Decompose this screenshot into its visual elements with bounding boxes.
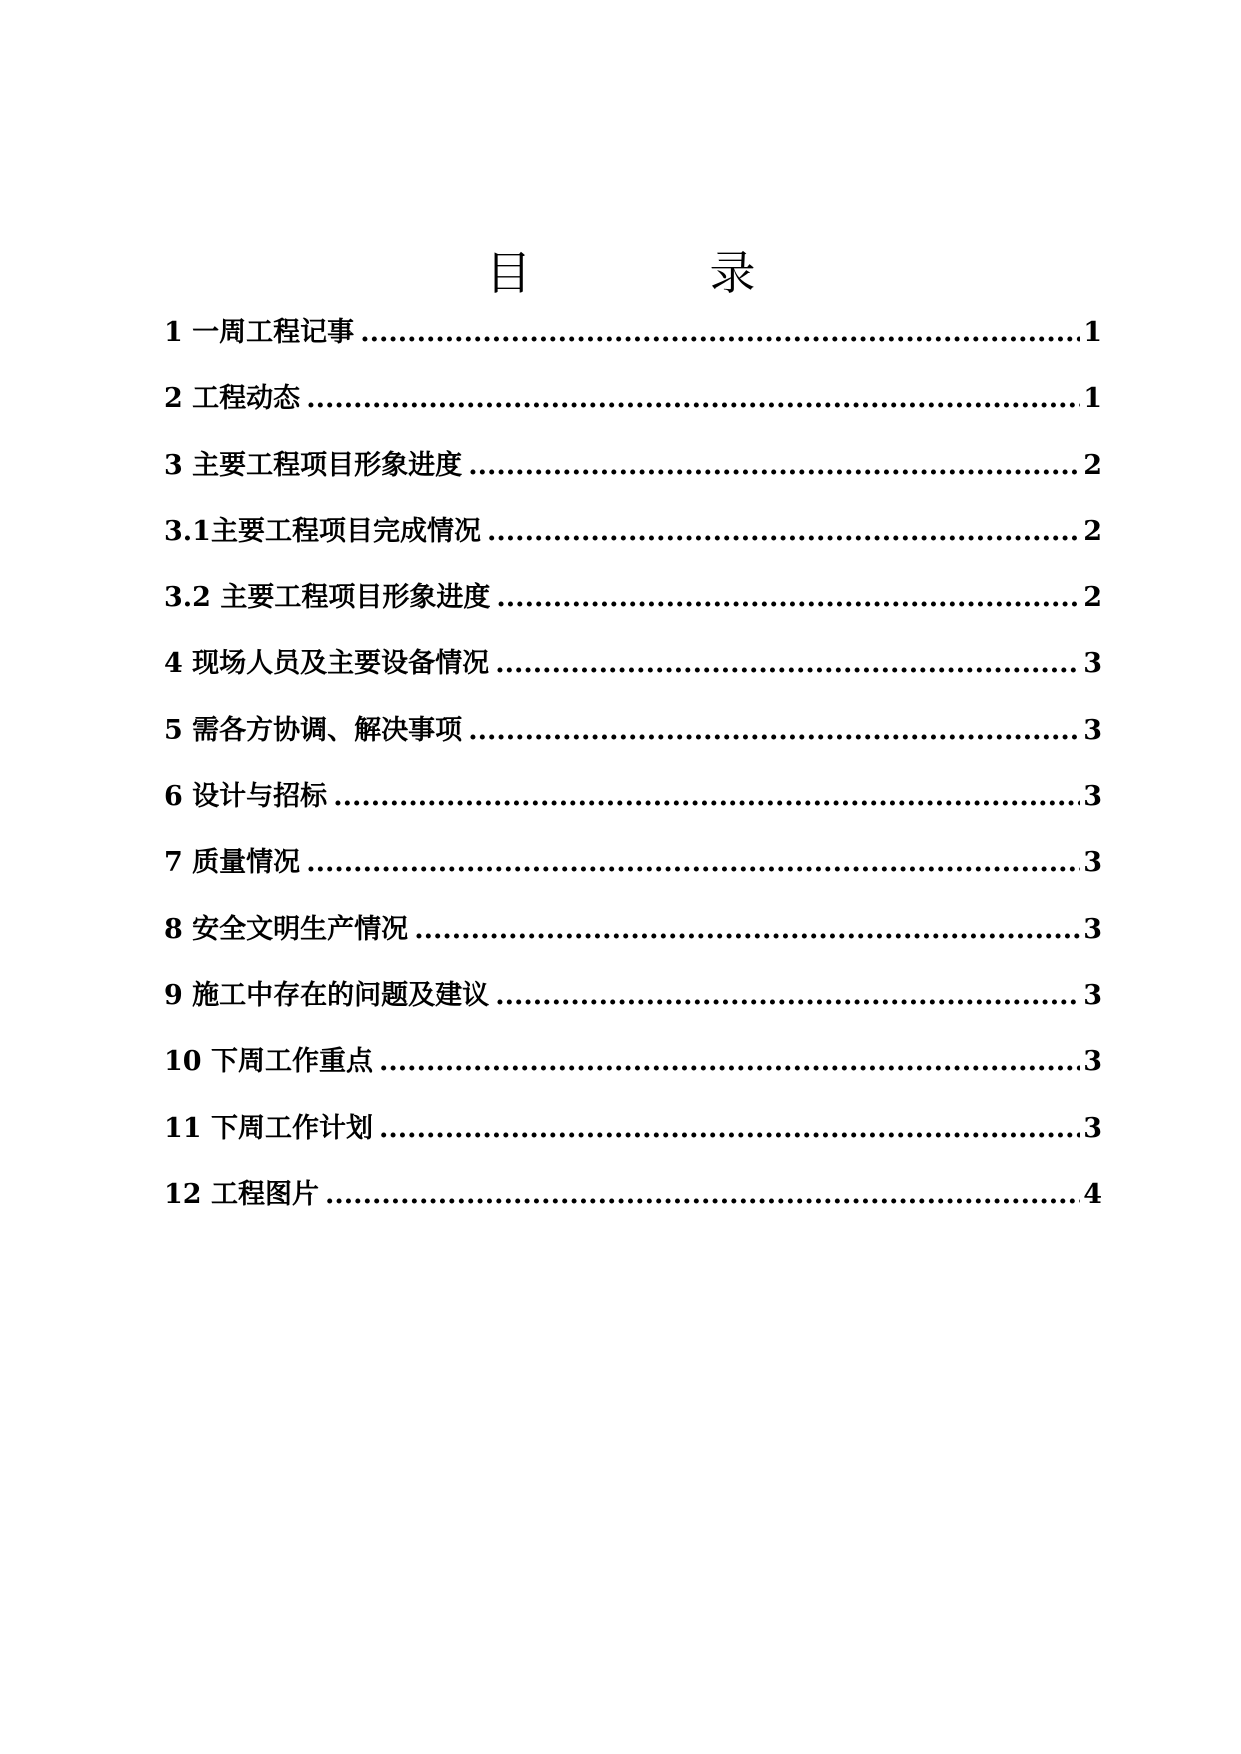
dot-leader [306, 847, 1080, 878]
toc-entry[interactable] [164, 509, 1102, 575]
toc-entry-label: 12 工程图片 [164, 1178, 319, 1210]
toc-entry[interactable] [164, 973, 1102, 1039]
toc-entry-label: 10 下周工作重点 [164, 1046, 373, 1078]
toc-entry-page: 3 [1083, 1112, 1102, 1144]
toc-entry[interactable] [164, 907, 1102, 973]
dot-leader [468, 450, 1080, 481]
toc-entry-page: 3 [1083, 979, 1102, 1011]
toc-entry-page: 3 [1083, 714, 1102, 746]
toc-entry-page: 4 [1083, 1178, 1102, 1210]
toc-entry-label: 4 现场人员及主要设备情况 [164, 648, 490, 680]
dot-leader [333, 781, 1080, 812]
toc-entry-page: 1 [1083, 383, 1102, 415]
toc-entry-label: 5 需各方协调、解决事项 [164, 714, 463, 746]
dot-leader [379, 1113, 1080, 1144]
toc-entry[interactable] [164, 443, 1102, 509]
toc-entry-label: 7 质量情况 [164, 847, 301, 879]
toc-entry-page: 2 [1083, 582, 1102, 614]
toc-entry-label: 2 工程动态 [164, 383, 301, 415]
toc-entry-label: 11 下周工作计划 [164, 1112, 373, 1144]
toc-entry-page: 3 [1083, 1046, 1102, 1078]
dot-leader [468, 715, 1080, 746]
toc-entry[interactable] [164, 310, 1102, 376]
dot-leader [360, 317, 1080, 348]
toc-entry-label: 3.1主要工程项目完成情况 [164, 515, 481, 547]
toc-entry[interactable] [164, 1106, 1102, 1172]
toc-entry-page: 3 [1083, 847, 1102, 879]
toc-entry-label: 8 安全文明生产情况 [164, 913, 409, 945]
toc-entry-page: 3 [1083, 913, 1102, 945]
toc-entry[interactable] [164, 1039, 1102, 1105]
dot-leader [487, 516, 1080, 547]
dot-leader [496, 582, 1080, 613]
toc-entry-page: 1 [1083, 317, 1102, 348]
toc-entry[interactable] [164, 1172, 1102, 1238]
toc-entry-label: 3.2 主要工程项目形象进度 [164, 582, 491, 614]
toc-entry[interactable] [164, 708, 1102, 774]
toc-entry-page: 2 [1083, 515, 1102, 547]
toc-entry[interactable] [164, 376, 1102, 442]
dot-leader [495, 980, 1080, 1011]
toc-entry-label: 3 主要工程项目形象进度 [164, 449, 463, 481]
toc-entry-page: 2 [1083, 449, 1102, 481]
dot-leader [306, 383, 1080, 414]
toc-entry-page: 3 [1083, 648, 1102, 680]
toc-entry-label: 1 一周工程记事 [164, 317, 355, 348]
toc-entry[interactable] [164, 774, 1102, 840]
dot-leader [379, 1046, 1080, 1077]
toc-title: 目 录 [485, 245, 822, 300]
toc-entry[interactable] [164, 575, 1102, 641]
dot-leader [414, 914, 1080, 945]
toc-entry[interactable] [164, 641, 1102, 707]
toc-entry-page: 3 [1083, 781, 1102, 813]
dot-leader [495, 648, 1080, 679]
dot-leader [325, 1179, 1080, 1210]
toc-entry-label: 6 设计与招标 [164, 781, 328, 813]
toc-entry[interactable] [164, 840, 1102, 906]
toc-list [164, 310, 1102, 1238]
toc-entry-label: 9 施工中存在的问题及建议 [164, 979, 490, 1011]
